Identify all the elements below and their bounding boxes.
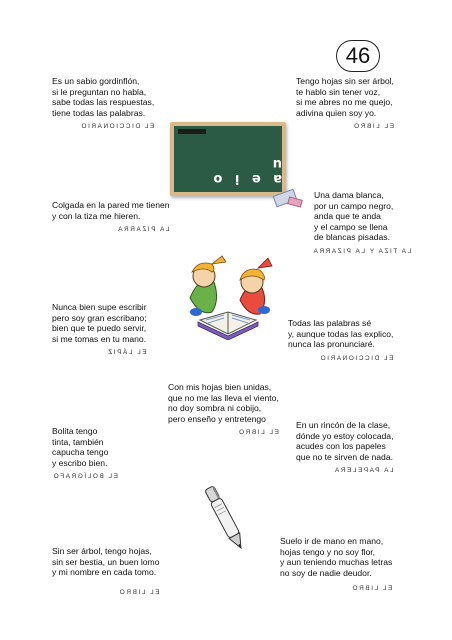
riddle-answer: EL DICCIONARIO	[319, 354, 394, 362]
riddle-line: y, aunque todas las explico,	[288, 328, 394, 339]
riddle-line: no soy de nadie deudor.	[280, 567, 372, 578]
riddle-tiza	[314, 190, 411, 258]
riddle-answer: EL LIBRO	[118, 588, 160, 596]
riddle-line: te hablo sin tener voz,	[296, 86, 381, 97]
riddle-line: acudes con los papeles	[296, 441, 386, 452]
riddle-line: Nunca bien supe escribir	[52, 302, 147, 312]
riddle-line: por un campo negro,	[314, 200, 394, 211]
riddle-line: Una dama blanca,	[314, 190, 384, 200]
riddle-line: Suelo ir de mano en mano,	[280, 536, 384, 546]
riddle-line: Todas las palabras sé	[288, 318, 372, 328]
pen-icon	[205, 482, 245, 554]
riddle-line: si le preguntan no habla,	[52, 86, 147, 97]
riddle-line: sabe todas las respuestas,	[52, 97, 155, 108]
chalk-icon	[287, 196, 303, 207]
chalkboard-letters: a e i o u	[209, 156, 282, 186]
riddle-line: anda que te anda	[314, 211, 381, 222]
riddle-line: Bolita tengo	[52, 426, 98, 436]
riddle-line: Sin ser árbol, tengo hojas,	[52, 546, 152, 556]
riddle-line: Tengo hojas sin ser árbol,	[296, 76, 394, 86]
riddle-line: pero enseño y entretengo	[168, 413, 266, 424]
riddle-libro-3	[52, 546, 160, 598]
riddle-answer: LA PIZARRA	[116, 226, 170, 234]
riddle-answer: EL LIBRO	[352, 123, 394, 131]
riddle-line: adivina quien soy yo.	[296, 107, 377, 118]
riddle-line: y con la tiza me hieren.	[52, 210, 141, 221]
riddle-line: sin ser bestia, un buen lomo	[52, 556, 160, 567]
riddle-line: Colgada en la pared me tienen	[52, 200, 170, 210]
riddle-papelera	[296, 420, 393, 477]
riddle-pizarra	[52, 200, 170, 236]
riddle-line: nunca las pronunciaré.	[288, 339, 375, 350]
riddle-diccionario-2	[288, 318, 393, 364]
riddle-boligrafo	[52, 426, 118, 483]
riddle-line: pero soy gran escribano;	[52, 312, 147, 323]
riddle-answer: EL LÁPIZ	[106, 349, 147, 357]
riddle-line: Con mis hojas bien unidas,	[168, 382, 272, 392]
riddle-answer: EL LIBRO	[350, 585, 393, 593]
riddle-line: y escribo bien.	[52, 457, 108, 468]
riddle-line: y el campo se llena	[314, 221, 388, 232]
riddle-line: que no me las lleva el viento,	[168, 392, 279, 403]
riddle-line: que no te sirven de nada.	[296, 451, 393, 462]
riddle-line: de blancas pisadas.	[314, 232, 390, 243]
riddle-answer: EL DICCIONARIO	[79, 123, 155, 131]
riddle-line: si me tomas en tu mano.	[52, 333, 147, 344]
riddle-libro-2	[168, 382, 279, 439]
riddle-diccionario-1	[52, 76, 154, 133]
riddle-answer: EL LIBRO	[237, 429, 279, 437]
riddle-line: hojas tengo y no soy flor,	[280, 546, 376, 557]
chalkboard-shadow	[178, 129, 206, 134]
riddle-line: capucha tengo	[52, 447, 109, 458]
riddle-answer: LA TIZA Y LA PIZARRA	[312, 247, 412, 255]
riddle-line: En un rincón de la clase,	[296, 420, 391, 430]
riddle-answer: EL BOLÍGRAFO	[52, 473, 118, 481]
riddle-line: Es un sabio gordinflón,	[52, 76, 140, 86]
page-number: 46	[336, 40, 380, 72]
riddle-line: si me abres no me quejo,	[296, 97, 393, 108]
chalkboard-illustration	[170, 122, 286, 196]
riddle-line: tiene todas las palabras.	[52, 107, 146, 118]
riddle-line: bien que te puedo servir,	[52, 323, 147, 334]
riddle-libro-1	[296, 76, 394, 133]
riddle-line: dónde yo estoy colocada,	[296, 430, 394, 441]
riddle-lapiz	[52, 302, 147, 359]
riddle-libro-4	[280, 536, 392, 595]
riddle-answer: LA PAPELERA	[333, 467, 394, 475]
riddle-line: no doy sombra ni cobijo,	[168, 403, 262, 414]
riddle-line: y aun teniendo muchas letras	[280, 557, 393, 568]
children-reading-illustration	[182, 254, 274, 340]
riddle-line: y mi nombre en cada tomo.	[52, 567, 157, 578]
riddle-line: tinta, también	[52, 436, 104, 447]
